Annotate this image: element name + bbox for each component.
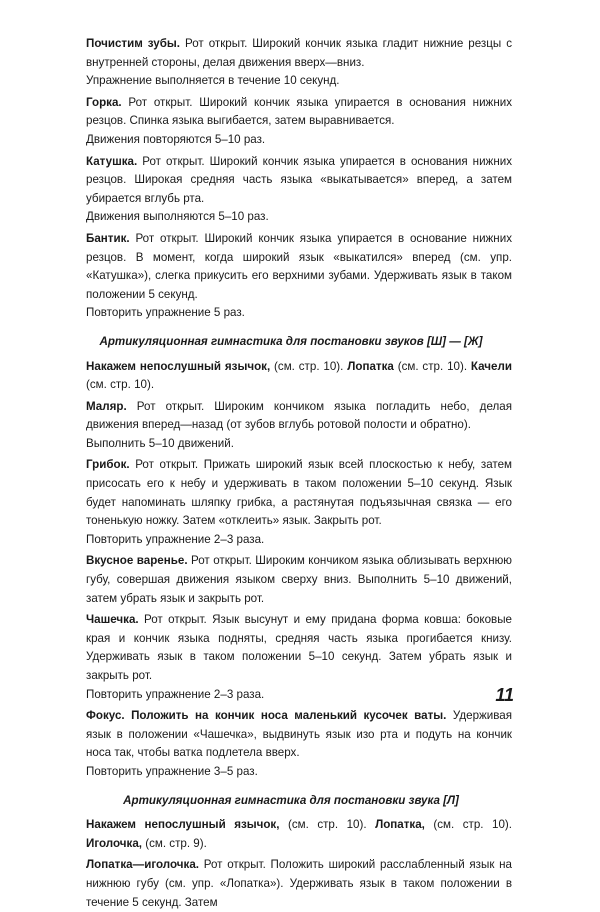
page-reference: (см. стр. 10). xyxy=(393,359,471,373)
exercise-name: Качели xyxy=(470,359,512,373)
page-reference: (см. стр. 10). xyxy=(270,359,348,373)
repetition-note: Повторить упражнение 2–3 раза. xyxy=(86,532,265,546)
repetition-note: Движения выполняются 5–10 раз. xyxy=(86,210,269,224)
exercise-name: Иголочка, xyxy=(86,836,143,850)
page-number: 11 xyxy=(495,685,514,705)
exercise-description: Удерживая язык в положении «Чашечка», выдвинуть язык изо рта и подуть на кончик носа так, чтобы ватка подлетела вверх. xyxy=(86,709,513,760)
exercise-description: Рот открыт. Язык высунут и ему придана форма ковша: боковые края и кончик языка подняты, средняя часть языка прогибается книзу. Удерживать язык в таком положении 5–10 секунд. Затем убрать язык и закрыть рот. xyxy=(86,613,512,682)
exercise-paragraph xyxy=(70,398,512,435)
exercise-name: Горка. xyxy=(86,95,122,109)
exercise-name: Лопатка, xyxy=(375,818,425,832)
exercise-paragraph xyxy=(70,611,512,685)
exercise-description: Рот открыт. Положить широкий расслабленный язык на нижнюю губу (см. упр. «Лопатка»). Удерживать язык в таком положении в течение 5 секунд. Затем xyxy=(86,858,512,909)
exercise-name: Фокус. Положить на кончик носа маленький кусочек ваты. xyxy=(86,709,447,723)
exercise-description: Рот открыт. Широкий кончик языка упирается в основание нижних резцов. В момент, когда широкий язык «выкатился» вперед (см. упр. «Катушка»), слегка прикусить его верхними зубами. Удерживать язык в таком положении 5 секунд. xyxy=(86,231,512,301)
exercise-name: Вкусное варенье. xyxy=(86,554,188,568)
repetition-note: Повторить упражнение 3–5 раз. xyxy=(86,764,258,778)
exercise-name: Накажем непослушный язычок, xyxy=(86,359,271,373)
repetition-note: Упражнение выполняется в течение 10 секунд. xyxy=(86,74,340,88)
exercise-paragraph xyxy=(70,456,512,530)
exercise-paragraph xyxy=(70,230,512,304)
exercise-paragraph xyxy=(70,94,512,131)
exercise-paragraph xyxy=(70,856,512,912)
exercise-references xyxy=(70,358,512,395)
exercise-description: Рот открыт. Широкий кончик языка гладит нижние резцы с внутренней стороны, делая движения вверх—вниз. xyxy=(86,37,512,69)
section-heading: Артикуляционная гимнастика для постановки звуков [Ш] — [Ж] xyxy=(99,334,483,348)
exercise-paragraph xyxy=(70,707,512,763)
page-reference: (см. стр. 10). xyxy=(86,378,155,392)
exercise-paragraph xyxy=(70,153,512,209)
repetition-note: Выполнить 5–10 движений. xyxy=(86,436,234,450)
exercise-name: Почистим зубы. xyxy=(86,37,181,50)
page-reference: (см. стр. 10). xyxy=(279,818,376,832)
repetition-note: Движения повторяются 5–10 раз. xyxy=(86,132,266,146)
exercise-name: Катушка. xyxy=(86,154,138,168)
exercise-name: Бантик. xyxy=(86,231,130,245)
exercise-paragraph xyxy=(70,552,512,608)
exercise-name: Маляр. xyxy=(86,399,127,413)
exercise-name: Лопатка xyxy=(347,359,394,373)
exercise-name: Накажем непослушный язычок, xyxy=(86,818,280,832)
page-reference: (см. стр. 9). xyxy=(142,836,207,850)
exercise-name: Чашечка. xyxy=(86,613,139,627)
exercise-paragraph xyxy=(70,35,512,72)
repetition-note: Повторить упражнение 5 раз. xyxy=(86,306,245,320)
exercise-name: Грибок. xyxy=(86,458,130,472)
exercise-references xyxy=(70,816,512,853)
exercise-name: Лопатка—иголочка. xyxy=(86,858,199,872)
document-page xyxy=(70,32,512,912)
exercise-description: Рот открыт. Широким кончиком языка погладить небо, делая движения вперед—назад (от зубов вглубь ротовой полости и обратно). xyxy=(86,399,512,432)
page-reference: (см. стр. 10). xyxy=(424,818,512,832)
exercise-description: Рот открыт. Широкий кончик языка упирается в основания нижних резцов. Спинка языка выгибается, затем выравнивается. xyxy=(86,95,512,128)
repetition-note: Повторить упражнение 2–3 раза. xyxy=(86,687,265,701)
exercise-description: Рот открыт. Широким кончиком языка облизывать верхнюю губу, совершая движения языком сверху вниз. Выполнить 5–10 движений, затем убрать язык и закрыть рот. xyxy=(86,554,512,605)
section-heading: Артикуляционная гимнастика для постановки звука [Л] xyxy=(123,793,459,807)
exercise-description: Рот открыт. Прижать широкий язык всей плоскостью к небу, затем присосать его к небу и удерживать в таком положении 5–10 секунд. Язык будет напоминать шляпку грибка, а растянутая подъязычная связка — его тоненькую ножку. Затем «отклеить» язык. Закрыть рот. xyxy=(86,458,512,528)
exercise-description: Рот открыт. Широкий кончик языка упирается в основания нижних резцов. Широкая средняя часть языка «выкатывается» вперед, а затем убирается вглубь рта. xyxy=(86,154,512,205)
